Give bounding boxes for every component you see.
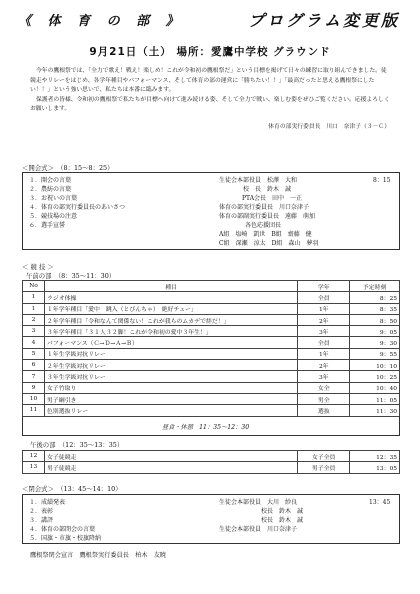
opening-heading: ＜開会式＞ （8：15～8：25） <box>22 164 114 172</box>
table-row: 11 色別選抜リレー 選抜 11：30 <box>23 405 400 416</box>
intro-paragraph-1: 今年の鷹根祭では、「全力で歌え！戦え！楽しめ！これが令和初の鷹根祭だ」という目標を掲げて日々の練習に取り組んできました。徒競走やリレーをはじめ、各学年種目やパフォーマンス、そして体育の部の運営に「勝ちたい！！」「最高だったと思える鷹根祭にしたい！！」という強い思いで、私たちは本番に臨みます。 <box>30 68 387 94</box>
staff-line: 体育の部実行委員長 川口奈津子 <box>219 204 310 211</box>
staff-line: 生徒会本部役員 松澤 大和 <box>219 177 298 184</box>
staff-line: 生徒会本部役員 大川 紗良 <box>219 499 298 506</box>
staff-line: 生徒会本部役員 川口奈津子 <box>219 526 298 533</box>
table-row: 2 ２年学年種目「令和なんて関係ない！これが我らのムカデで絆だ！」 2年 8：50 <box>23 314 400 325</box>
staff-line: 校 長 鈴木 誠 <box>243 186 292 193</box>
morning-session: 午前の部 （8：35～11：30） <box>26 272 116 280</box>
list-item: ２．農紡の言葉 <box>29 186 72 193</box>
list-item: ５．国旗・市旗・校旗降納 <box>29 535 102 542</box>
table-row: 4 パフォーマンス（Ｃ→Ｄ→Ａ→Ｂ） 全員 9：30 <box>23 337 400 348</box>
table-row: 6 ２年生学級対抗リレー 2年 10：10 <box>23 360 400 371</box>
col-event: 種目 <box>44 281 297 292</box>
table-row: 1 ラジオ体操 全員 8：25 <box>23 292 400 303</box>
lunch-break: 昼食・休憩 11：35～12：30 <box>162 424 250 431</box>
closing-heading: ＜閉会式＞ （13：45～14：10） <box>22 485 122 493</box>
list-item: ３．講評 <box>29 517 54 524</box>
list-item: １．開会の言葉 <box>29 177 72 184</box>
staff-line: 校長 鈴木 誠 <box>261 508 304 515</box>
col-grade: 学年 <box>298 281 350 292</box>
program-title: プログラム変更版 <box>248 11 400 30</box>
staff-line: C組 深瀬 涼太 D組 森山 夢羽 <box>219 240 319 247</box>
staff-line: PTA会長 田中 一正 <box>242 195 303 202</box>
intro-text <box>30 67 390 130</box>
staff-line: 各色応援団長 <box>245 222 282 229</box>
competition-heading: ＜ 競 技 ＞ <box>22 263 54 271</box>
date-venue: 9月21日（土） 場所：愛鷹中学校 グラウンド <box>89 46 331 58</box>
list-item: ５．競技場の注意 <box>29 213 78 220</box>
afternoon-session: 午後の部 （12：35～13：35） <box>30 441 124 449</box>
section-title: 《 体 育 の 部 》 <box>18 14 185 29</box>
list-item: ３．お祝いの言葉 <box>29 195 78 202</box>
break-box <box>22 416 400 436</box>
staff-line: A組 塩崎 凱世 B組 齋藤 健 <box>219 231 312 238</box>
table-row: 1 １年学年種目「愛中 跳入（とびんちゃ） 絶好チュー」 1年 8：35 <box>23 303 400 314</box>
table-row: 10 男子綱引き 男全 11：05 <box>23 393 400 404</box>
col-no: No <box>23 281 45 292</box>
table-row: 7 ３年生学級対抗リレー 3年 10：25 <box>23 371 400 382</box>
closing-box <box>22 494 400 544</box>
table-row: 3 ３年学年種目「３１人３２脚！これが令和初の愛中３年生！」 3年 9：05 <box>23 326 400 337</box>
closing-time: 13：45 <box>369 499 391 506</box>
table-header <box>23 281 400 292</box>
table-row: 12 女子徒競走 女子全員 12：35 <box>23 451 400 462</box>
staff-line: 体育の部副実行委員長 遠藤 萌加 <box>219 213 316 220</box>
header <box>14 8 406 34</box>
intro-paragraph-2: 保護者の皆様、令和初の鷹根祭で私たちが目標へ向けて進み続ける姿、そして全力で戦い、楽しむ姿をぜひご覧ください。応援よろしくお願いします。 <box>30 96 390 113</box>
list-item: ６．選手宣誓 <box>29 222 66 229</box>
table-row: 5 １年生学級対抗リレー 1年 9：55 <box>23 348 400 359</box>
table-row: 9 女子竹取り 女全 10：40 <box>23 382 400 393</box>
col-time: 予定時刻 <box>350 281 400 292</box>
list-item: ４．体育の部閉会の言葉 <box>29 526 96 533</box>
morning-table <box>22 280 400 417</box>
opening-box <box>22 172 400 250</box>
list-item: ２．表彰 <box>29 508 54 515</box>
list-item: ４．体育の部実行委員長のあいさつ <box>29 204 126 211</box>
table-row: 13 男子徒競走 男子全員 13：05 <box>23 462 400 473</box>
afternoon-table <box>22 450 400 474</box>
list-item: １．成績発表 <box>29 499 66 506</box>
closing-declaration: 鷹根祭閉会宣言 鷹根祭実行委員長 柏木 友暁 <box>30 552 167 559</box>
signature: 体育の部実行委員長 川口 奈津子（３－Ｃ） <box>268 124 390 130</box>
staff-line: 校長 鈴木 誠 <box>261 517 304 524</box>
opening-time: 8：15 <box>373 177 391 184</box>
